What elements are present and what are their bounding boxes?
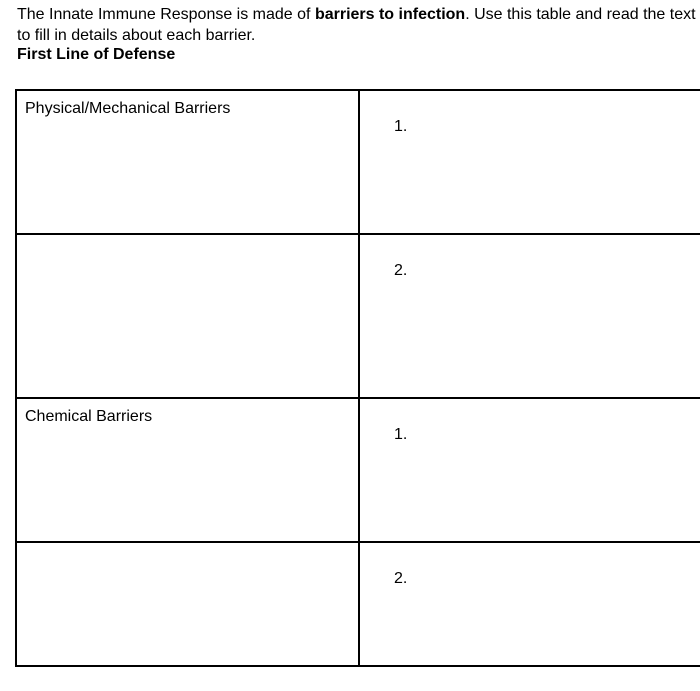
barrier-type-label	[17, 235, 358, 243]
item-number: 2.	[394, 262, 408, 279]
intro-text-line2: to fill in details about each barrier.	[17, 27, 256, 44]
item-number: 1.	[394, 426, 408, 443]
intro-bold-phrase: barriers to infection	[314, 6, 466, 23]
barrier-type-label: Chemical Barriers	[25, 408, 153, 425]
barriers-table	[15, 89, 700, 667]
barrier-type-cell[interactable]	[16, 234, 359, 398]
barrier-detail-cell[interactable]	[359, 542, 700, 666]
barrier-type-label	[17, 543, 358, 551]
intro-paragraph	[17, 4, 700, 46]
barrier-type-cell[interactable]	[16, 542, 359, 666]
table-row	[16, 542, 700, 666]
table-row	[16, 398, 700, 542]
barrier-type-cell[interactable]	[16, 90, 359, 234]
barrier-detail-cell[interactable]	[359, 234, 700, 398]
barrier-detail-cell[interactable]	[359, 398, 700, 542]
section-heading: First Line of Defense	[17, 46, 176, 63]
table-row	[16, 234, 700, 398]
barrier-detail-cell[interactable]	[359, 90, 700, 234]
table-row	[16, 90, 700, 234]
intro-text-start: The Innate Immune Response is made of	[17, 6, 315, 23]
item-number: 1.	[394, 118, 408, 135]
barrier-type-label: Physical/Mechanical Barriers	[25, 100, 231, 117]
barrier-type-cell[interactable]	[16, 398, 359, 542]
intro-text-end: . Use this table and read the text	[465, 6, 696, 23]
item-number: 2.	[394, 570, 408, 587]
